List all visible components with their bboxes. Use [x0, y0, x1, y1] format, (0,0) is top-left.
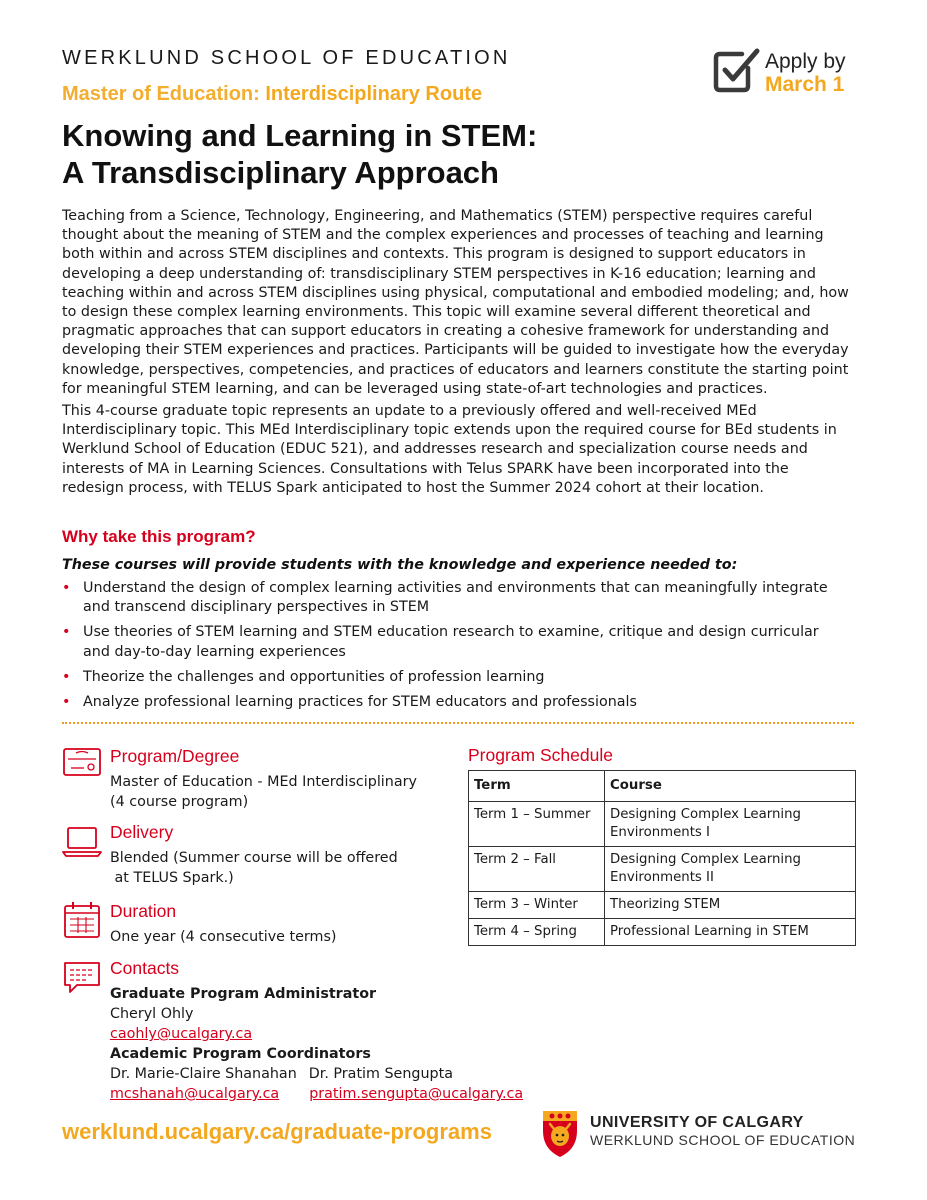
table-row: [469, 919, 856, 946]
university-name: UNIVERSITY OF CALGARY: [590, 1114, 804, 1131]
header-term: Term: [469, 771, 605, 802]
admin-email-link[interactable]: caohly@ucalgary.ca: [110, 1026, 253, 1042]
delivery-heading: Delivery: [110, 822, 174, 842]
program-line-2: (4 course program): [110, 794, 249, 810]
term-cell: Term 3 – Winter: [469, 892, 605, 919]
table-header-row: [469, 771, 856, 802]
list-item: • Use theories of STEM learning and STEM education research to examine, critique and design curricular and day-to-day learning experiences: [62, 623, 832, 661]
update-paragraph: This 4-course graduate topic represents an update to a previously offered and well-received MEd Interdisciplinary topic. This MEd Interdisciplinary topic extends upon the required course for BEd students in Werklund School of Education (EDUC 521), and addresses research and specialization course needs and interests of MA in Learning Sciences. Consultations with Telus SPARK have been incorporated into the redesign process, with TELUS Spark anticipated to host the Summer 2024 cohort at their location.: [62, 403, 837, 496]
course-cell: Designing Complex Learning Environments II: [605, 847, 856, 892]
coordinator-2-name: Dr. Pratim Sengupta: [308, 1066, 453, 1082]
contacts-block: [110, 984, 523, 1104]
why-heading: Why take this program?: [62, 527, 256, 546]
admin-title: Graduate Program Administrator: [110, 986, 377, 1002]
apply-by-badge: [712, 46, 882, 98]
program-subtitle: [62, 83, 482, 106]
table-row: [469, 892, 856, 919]
apply-by-label: Apply by: [765, 50, 846, 73]
term-cell: Term 1 – Summer: [469, 802, 605, 847]
laptop-icon: [62, 822, 102, 862]
coordinators-title: Academic Program Coordinators: [110, 1046, 371, 1062]
program-line-1: Master of Education - MEd Interdisciplinary: [110, 774, 417, 790]
university-school-name: WERKLUND SCHOOL OF EDUCATION: [590, 1132, 856, 1148]
delivery-line-1: Blended (Summer course will be offered: [110, 850, 398, 866]
contacts-heading: Contacts: [110, 958, 180, 978]
website-link[interactable]: werklund.ucalgary.ca/graduate-programs: [62, 1119, 492, 1144]
list-item: • Understand the design of complex learning activities and environments that can meaningfully integrate and transcend disciplinary perspectives in STEM: [62, 579, 832, 617]
apply-by-text: [765, 50, 846, 96]
university-crest-icon: [540, 1107, 580, 1159]
calendar-icon: [62, 900, 102, 940]
apply-by-date: March 1: [765, 73, 845, 96]
list-item: • Analyze professional learning practices for STEM educators and professionals: [62, 693, 832, 712]
program-degree-text: [110, 772, 417, 812]
term-cell: Term 4 – Spring: [469, 919, 605, 946]
schedule-title: Program Schedule: [468, 745, 613, 765]
program-degree-heading: Program/Degree: [110, 746, 240, 766]
why-intro: These courses will provide students with the knowledge and experience needed to:: [62, 557, 738, 573]
table-row: [469, 847, 856, 892]
coordinator-names: [110, 1064, 523, 1084]
term-cell: Term 2 – Fall: [469, 847, 605, 892]
course-cell: Designing Complex Learning Environments I: [605, 802, 856, 847]
title-line-1: Knowing and Learning in STEM:: [62, 118, 538, 153]
chat-icon: [62, 958, 102, 998]
page-title: [62, 117, 537, 191]
admin-name: Cheryl Ohly: [110, 1006, 194, 1022]
certificate-icon: [62, 744, 102, 784]
why-bullet-list: [62, 579, 832, 718]
delivery-line-2: at TELUS Spark.): [110, 870, 234, 886]
coordinator-2-email-link[interactable]: pratim.sengupta@ucalgary.ca: [309, 1086, 524, 1102]
checkbox-check-icon: [712, 46, 762, 96]
delivery-text: [110, 848, 398, 888]
dotted-divider: [62, 722, 854, 724]
coordinator-1-email-link[interactable]: mcshanah@ucalgary.ca: [110, 1086, 280, 1102]
table-row: [469, 802, 856, 847]
course-cell: Theorizing STEM: [605, 892, 856, 919]
schedule-table: [468, 770, 856, 946]
list-item: • Theorize the challenges and opportunities of profession learning: [62, 668, 832, 687]
title-line-2: A Transdisciplinary Approach: [62, 155, 499, 190]
coordinator-1-name: Dr. Marie-Claire Shanahan: [110, 1066, 297, 1082]
subtitle-prefix: Master of Education:: [62, 83, 266, 105]
duration-heading: Duration: [110, 901, 177, 921]
school-name: WERKLUND SCHOOL OF EDUCATION: [62, 47, 511, 69]
header-course: Course: [605, 771, 856, 802]
subtitle-route: Interdisciplinary Route: [265, 83, 483, 105]
intro-paragraph: Teaching from a Science, Technology, Engineering, and Mathematics (STEM) perspective requires careful thought about the meaning of STEM and the complex experiences and processes of teaching and learning both within and across STEM disciplines and contexts. This program is designed to support educators in developing a deep understanding of: transdisciplinary STEM perspectives in K-16 education; learning and teaching within and across STEM disciplines using physical, computational and embodied modeling; and, how to design these complex learning environments. This topic will examine several different theoretical and pragmatic approaches that can support educators in creating a cohesive framework for understanding and developing their STEM experiences and practices. Participants will be guided to investigate how the everyday knowledge, perspectives, competencies, and practices of educators and learners constitute the starting point for meaningful STEM learning, and can be leveraged using state-of-art technologies and practices.: [62, 208, 849, 397]
duration-text: One year (4 consecutive terms): [110, 929, 337, 945]
course-cell: Professional Learning in STEM: [605, 919, 856, 946]
